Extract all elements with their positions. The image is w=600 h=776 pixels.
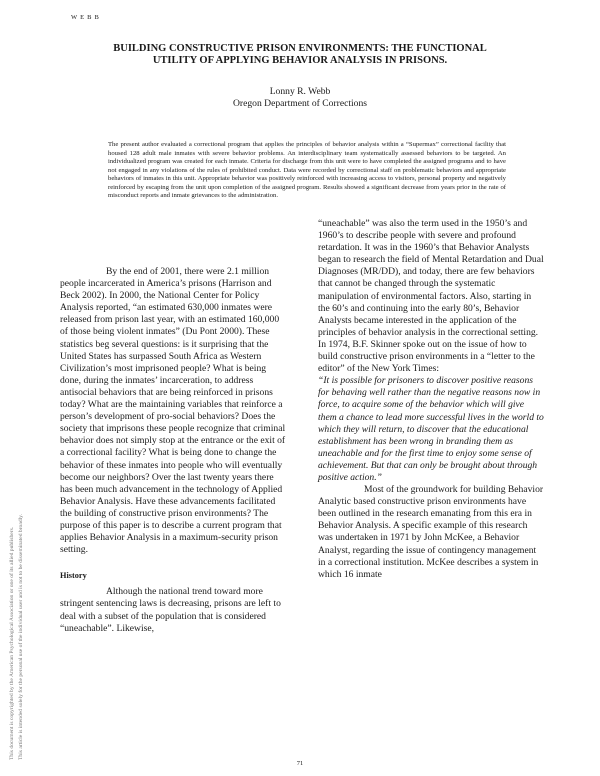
right-column bbox=[318, 218, 544, 581]
watermark-line-1: This document is copyrighted by the American Psychological Association or one of its allied publishers. bbox=[9, 526, 15, 760]
watermark-line-2: This article is intended solely for the personal use of the individual user and is not to be disseminated broadly. bbox=[18, 513, 24, 760]
abstract: The present author evaluated a correctional program that applies the principles of behavior analysis within a “Supermax” correctional facility that housed 128 adult male inmates with severe behavior problems. An interdisciplinary team systematically assessed behaviors to be targeted. An individualized program was created for each inmate. Criteria for discharge from this unit were to have completed the assigned programs and to have not engaged in any violations of the rules of prohibited conduct. Data were recorded by correctional staff on problematic behaviors and appropriate behaviors of inmates in this unit. Appropriate behavior was positively reinforced with increasing access to visitors, personal property and negatively reinforced by escaping from the unit upon completion of the assigned program. Results showed a significant decrease from years prior in the rate of misconduct reports and inmate grievances to the administration. bbox=[108, 141, 506, 200]
skinner-quote: “It is possible for prisoners to discover positive reasons for behaving well rather than the negative reasons now in force, to acquire some of the behavior which will give them a chance to lead more successful lives in the world to which they will return, to discover that the educational establishment has been wrong in branding them as uneachable and for the first time to enjoy some sense of achievement. But that can only be brought about through positive action.” bbox=[318, 375, 544, 483]
history-paragraph: Although the national trend toward more stringent sentencing laws is decreasing, prisons are left to deal with a subset of the population that is considered “uneachable”. Likewise, bbox=[60, 586, 281, 634]
section-heading-history: History bbox=[60, 571, 87, 581]
page-number: 71 bbox=[296, 760, 304, 767]
copyright-watermark bbox=[8, 220, 26, 760]
continued-paragraph: “uneachable” was also the term used in the 1950’s and 1960’s to describe people with severe and profound retardation. It was in the 1960’s that Behavior Analysts began to research the field of Mental Retardation and Dual Diagnoses (MR/DD), and today, there are few behaviors that cannot be changed through the systematic manipulation of environmental factors. Also, starting in the 60’s and continuing into the early 80’s, Behavior Analysts became interested in the application of the principles of behavior analysis in the correctional setting. In 1974, B.F. Skinner spoke out on the issue of how to build constructive prison environments in a “letter to the editor” of the New York Times: bbox=[318, 218, 544, 375]
groundwork-paragraph: Most of the groundwork for building Behavior Analytic based constructive prison environments have been outlined in the research emanating from this era in Behavior Analysis. A specific example of this research was undertaken in 1971 by John McKee, a Behavior Analyst, regarding the issue of contingency management in a correctional institution. McKee describes a system in which 16 inmate bbox=[318, 484, 544, 580]
author-block bbox=[150, 86, 450, 110]
running-head: WEBB bbox=[71, 14, 102, 21]
left-column bbox=[60, 266, 286, 635]
intro-paragraph: By the end of 2001, there were 2.1 million people incarcerated in America’s prisons (Harrison and Beck 2002). In 2000, the National Center for Policy Analysis reported, “an estimated 630,000 inmates were released from prison last year, with an estimated 160,000 of those being violent inmates” (Du Pont 2000). These statistics beg several questions: is it surprising that the United States has surpassed South Africa as Western Civilization’s most imprisoned people? What is being done, during the inmates’ incarceration, to address antisocial behaviors that are being reinforced in prisons today? What are the maintaining variables that reinforce a person’s development of pro-social behaviors? Does the society that imprisons these people recognize that criminal behavior does not simply stop at the entrance or the exit of a correctional facility? What is being done to change the behavior of these inmates into people who will eventually become our neighbors? Over the last twenty years there has been much advancement in the technology of Applied Behavior Analysis. Have these advancements facilitated the building of constructive prison environments? The purpose of this paper is to describe a current program that applies Behavior Analysis in a maximum-security prison setting. bbox=[60, 266, 286, 556]
author-affiliation: Oregon Department of Corrections bbox=[232, 98, 367, 109]
author-name: Lonny R. Webb bbox=[269, 86, 331, 97]
article-title: BUILDING CONSTRUCTIVE PRISON ENVIRONMENTS: THE FUNCTIONAL UTILITY OF APPLYING BEHAVIOR ANALYSIS IN PRISONS. bbox=[113, 43, 487, 66]
